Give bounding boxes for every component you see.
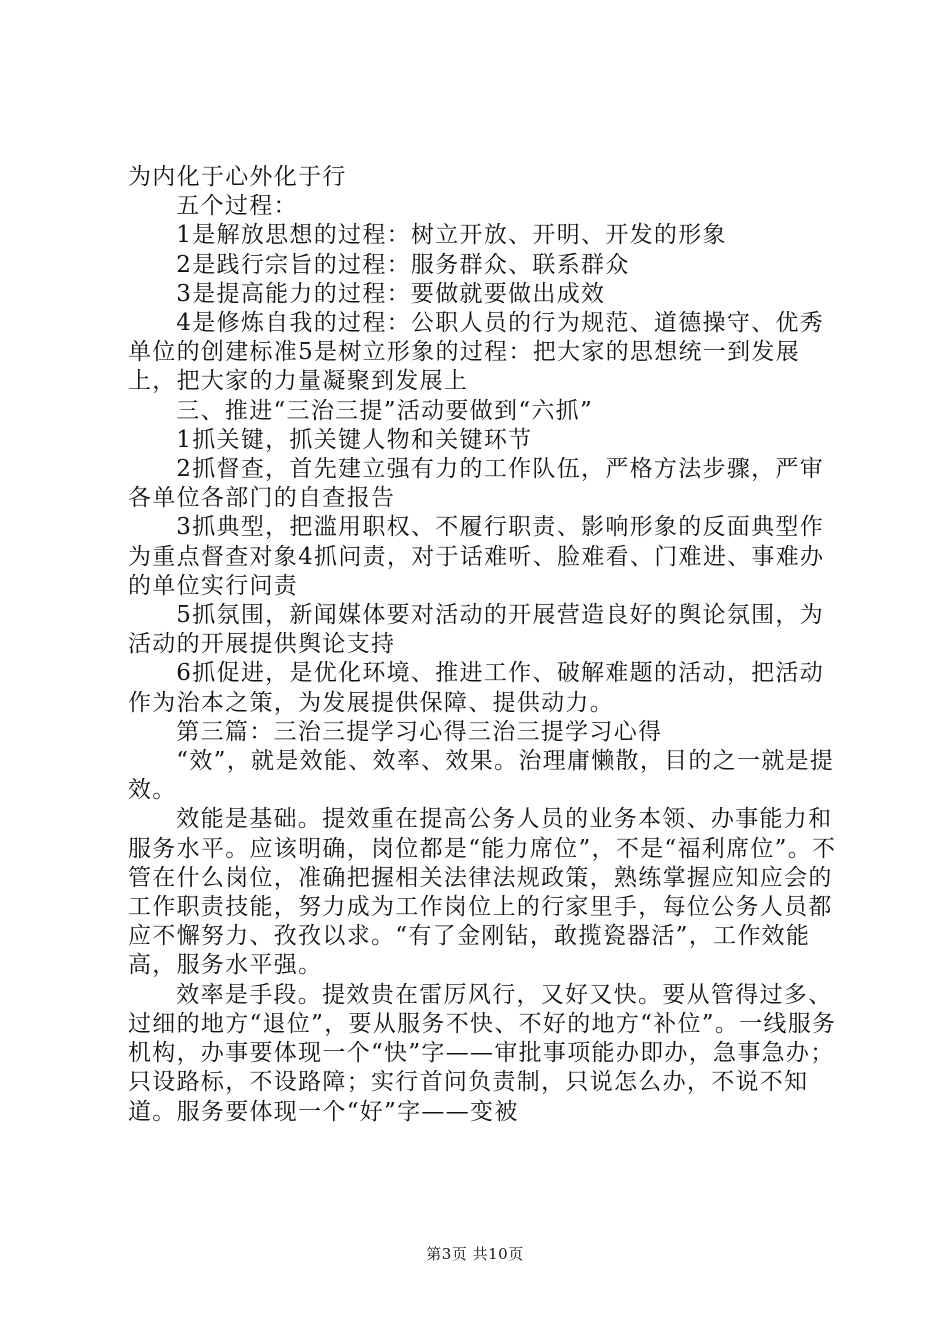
document-body — [128, 163, 838, 1127]
paragraph-1: 为内化于心外化于行 — [128, 164, 347, 190]
paragraph-14: “效”，就是效能、效率、效果。治理庸懒散，目的之一就是提效。 — [128, 748, 835, 804]
paragraph-13: 第三篇：三治三提学习心得三治三提学习心得 — [176, 718, 663, 745]
paragraph-2: 五个过程： — [176, 193, 298, 220]
page-footer: 第3页 共10页 — [426, 1245, 524, 1263]
paragraph-10: 3抓典型，把滥用职权、不履行职责、影响形象的反面典型作为重点督查对象4抓问责，对于话难听、脸难看、门难进、事难办的单位实行问责 — [128, 514, 825, 599]
paragraph-16: 效率是手段。提效贵在雷厉风行，又好又快。要从管得过多、过细的地方“退位”，要从服务不快、不好的地方“补位”。一线服务机构，办事要体现一个“快”字——审批事项能办即办，急事急办；只设路标，不设路障；实行首问负责制，只说怎么办，不说不知道。服务要体现一个“好”字——变被 — [128, 981, 837, 1125]
paragraph-5: 3是提高能力的过程：要做就要做出成效 — [176, 280, 606, 307]
paragraph-12: 6抓促进，是优化环境、推进工作、破解难题的活动，把活动作为治本之策，为发展提供保障、提供动力。 — [128, 660, 825, 716]
paragraph-11: 5抓氛围，新闻媒体要对活动的开展营造良好的舆论氛围，为活动的开展提供舆论支持 — [128, 602, 825, 658]
paragraph-4: 2是践行宗旨的过程：服务群众、联系群众 — [176, 251, 630, 278]
paragraph-7: 三、推进“三治三提”活动要做到“六抓” — [176, 397, 594, 424]
paragraph-3: 1是解放思想的过程：树立开放、开明、开发的形象 — [176, 222, 727, 249]
paragraph-9: 2抓督查，首先建立强有力的工作队伍，严格方法步骤，严审各单位各部门的自查报告 — [128, 456, 825, 512]
paragraph-15: 效能是基础。提效重在提高公务人员的业务本领、办事能力和服务水平。应该明确，岗位都是“能力席位”，不是“福利席位”。不管在什么岗位，准确把握相关法律法规政策，熟练掌握应知应会的工作职责技能，努力成为工作岗位上的行家里手，每位公务人员都应不懈努力、孜孜以求。“有了金刚钻，敢揽瓷器活”，工作效能高，服务水平强。 — [128, 806, 837, 979]
paragraph-6: 4是修炼自我的过程：公职人员的行为规范、道德操守、优秀单位的创建标准5是树立形象的过程：把大家的思想统一到发展上，把大家的力量凝聚到发展上 — [128, 310, 825, 395]
paragraph-8: 1抓关键，抓关键人物和关键环节 — [176, 426, 533, 453]
